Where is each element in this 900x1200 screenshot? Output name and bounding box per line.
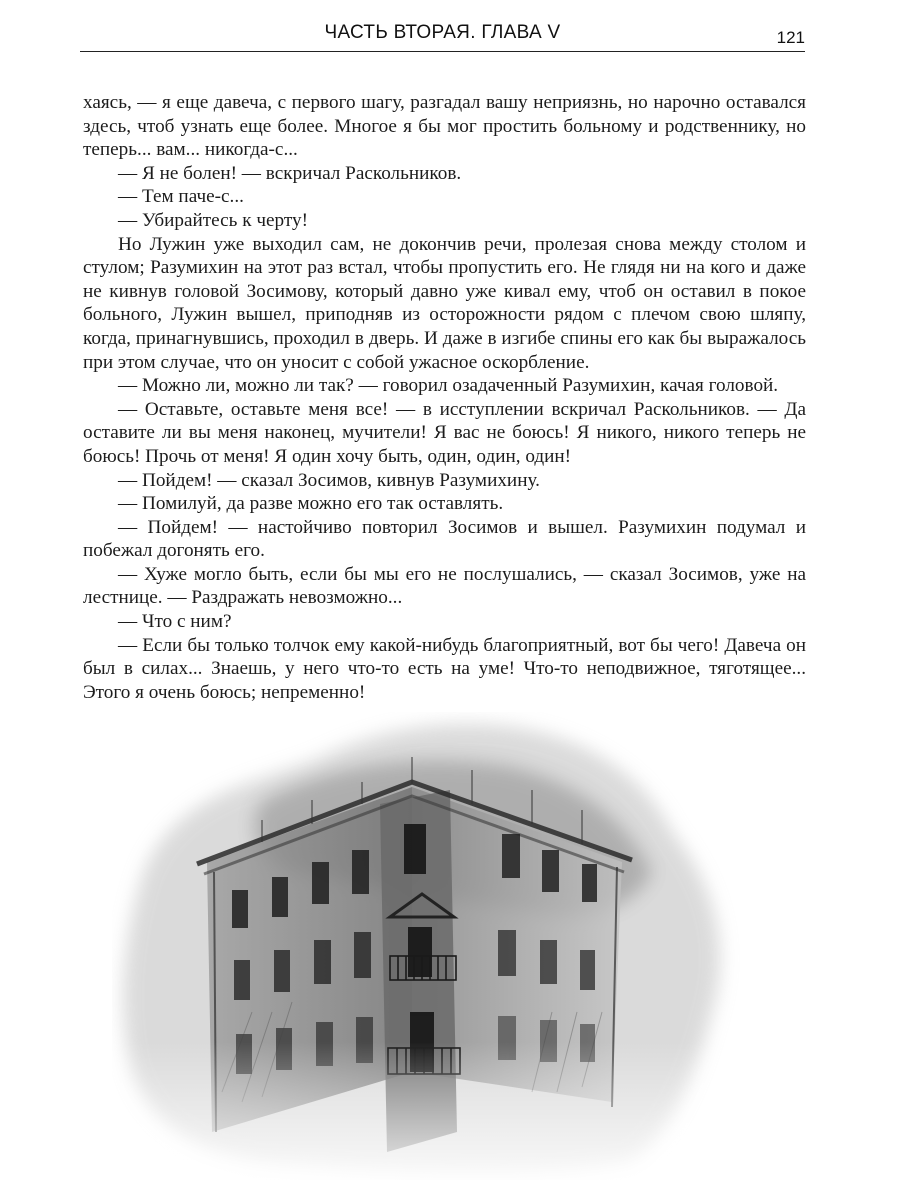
paragraph: — Пойдем! — сказал Зосимов, кивнув Разумихину. <box>118 469 540 491</box>
paragraph: — Если бы только толчок ему какой-нибудь благоприятный, вот бы чего! Давеча он был в силах... Знаешь, у него что-то есть на уме! Что-то неподвижное, тяготящее... Этого я очень боюсь; непременно! <box>83 634 806 703</box>
building-illustration <box>112 712 752 1180</box>
paragraph: — Можно ли, можно ли так? — говорил озадаченный Разумихин, качая головой. <box>118 375 779 397</box>
bottom-fade <box>112 1042 752 1180</box>
paragraph: — Помилуй, да разве можно его так оставлять. <box>118 493 504 515</box>
header-rule <box>80 51 805 52</box>
page-number: 121 <box>776 28 805 47</box>
running-title: ЧАСТЬ ВТОРАЯ. ГЛАВА V <box>324 22 561 43</box>
running-header <box>80 18 805 52</box>
paragraph: — Пойдем! — настойчиво повторил Зосимов и вышел. Разумихин подумал и побежал догонять его. <box>83 516 806 562</box>
paragraph: — Оставьте, оставьте меня все! — в исступлении вскричал Раскольников. — Да оставите ли вы меня наконец, мучители! Я вас не боюсь! Я никого, никого теперь не боюсь! Прочь от меня! Я один хочу быть, один, один, один! <box>83 398 806 467</box>
paragraph: — Я не болен! — вскричал Раскольников. <box>118 162 462 184</box>
paragraph: Но Лужин уже выходил сам, не докончив речи, пролезая снова между столом и стулом; Разумихин на этот раз встал, чтобы пропустить его. Не глядя ни на кого и даже не кивнув головой Зосимову, который давно уже кивал ему, чтоб он оставил в покое больного, Лужин вышел, приподняв из осторожности рядом с плечом свою шляпу, когда, принагнувшись, проходил в дверь. И даже в изгибе спины его как бы выражалось при этом случае, что он уносит с собой ужасное оскорбление. <box>83 233 806 373</box>
body-text <box>83 91 806 704</box>
paragraph: — Что с ним? <box>118 611 232 633</box>
paragraph: — Убирайтесь к черту! <box>118 209 308 231</box>
paragraph: — Хуже могло быть, если бы мы его не послушались, — сказал Зосимов, уже на лестнице. — Раздражать невозможно... <box>83 563 806 609</box>
paragraph: — Тем паче-с... <box>118 186 244 208</box>
building-sketch-svg <box>112 712 752 1180</box>
paragraph: хаясь, — я еще давеча, с первого шагу, разгадал вашу неприязнь, но нарочно оставался здесь, чтоб узнать еще более. Многое я бы мог простить больному и родственнику, но теперь... вам... никогда-с... <box>83 92 806 161</box>
